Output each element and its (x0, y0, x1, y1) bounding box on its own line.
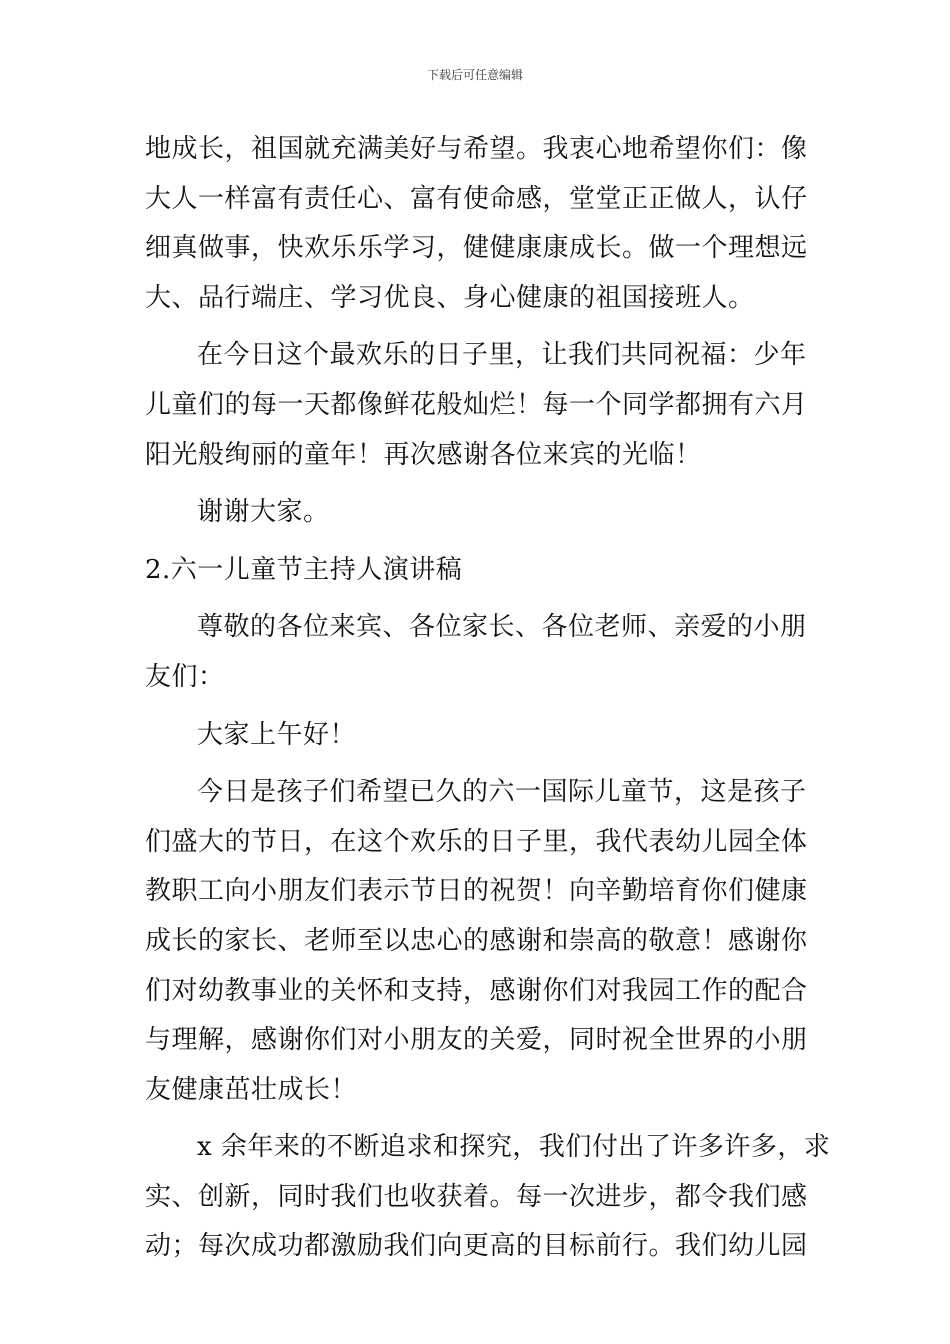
section-heading (145, 546, 807, 596)
document-body (145, 125, 831, 1272)
paragraph (145, 768, 807, 1115)
text-line: 实、创新，同时我们也收获着。每一次进步，都令我们感 (145, 1181, 808, 1212)
text-line: 大人一样富有责任心、富有使命感，堂堂正正做人，认仔 (145, 183, 808, 214)
paragraph (145, 331, 807, 480)
text-line: 儿童们的每一天都像鲜花般灿烂！每一个同学都拥有六月 (145, 389, 808, 420)
text-line: 大家上午好！ (197, 719, 357, 750)
text-line: 大、品行端庄、学习优良、身心健康的祖国接班人。 (145, 282, 755, 313)
text-line: 成长的家长、老师至以忠心的感谢和崇高的敬意！感谢你 (145, 925, 808, 956)
text-line: 细真做事，快欢乐乐学习，健健康康成长。做一个理想远 (145, 233, 808, 264)
text-line: 教职工向小朋友们表示节日的祝贺！向辛勤培育你们健康 (145, 876, 808, 907)
text-line: 阳光般绚丽的童年！再次感谢各位来宾的光临！ (145, 439, 702, 470)
text-line: 今日是孩子们希望已久的六一国际儿童节，这是孩子 (197, 777, 807, 808)
text-line: 尊敬的各位来宾、各位家长、各位老师、亲爱的小朋 (197, 612, 807, 643)
text-line: 们对幼教事业的关怀和支持，感谢你们对我园工作的配合 (145, 975, 808, 1006)
paragraph (145, 1123, 831, 1272)
text-line: 友们： (145, 661, 225, 692)
text-line: x 余年来的不断追求和探究，我们付出了许多许多，求 (197, 1132, 831, 1163)
text-line: 在今日这个最欢乐的日子里，让我们共同祝福：少年 (197, 340, 807, 371)
text-line: 动；每次成功都激励我们向更高的目标前行。我们幼儿园 (145, 1231, 808, 1262)
text-line: 友健康茁壮成长！ (145, 1074, 358, 1105)
paragraph (145, 488, 807, 538)
page-header: 下载后可任意编辑 (426, 68, 523, 82)
heading-line: 2.六一儿童节主持人演讲稿 (145, 554, 463, 585)
text-line: 与理解，感谢你们对小朋友的关爱，同时祝全世界的小朋 (145, 1025, 808, 1056)
paragraph (145, 711, 807, 761)
text-line: 谢谢大家。 (197, 497, 330, 528)
text-line: 地成长，祖国就充满美好与希望。我衷心地希望你们：像 (145, 134, 808, 164)
paragraph (145, 603, 807, 702)
paragraph (145, 125, 807, 323)
text-line: 们盛大的节日，在这个欢乐的日子里，我代表幼儿园全体 (145, 826, 808, 857)
